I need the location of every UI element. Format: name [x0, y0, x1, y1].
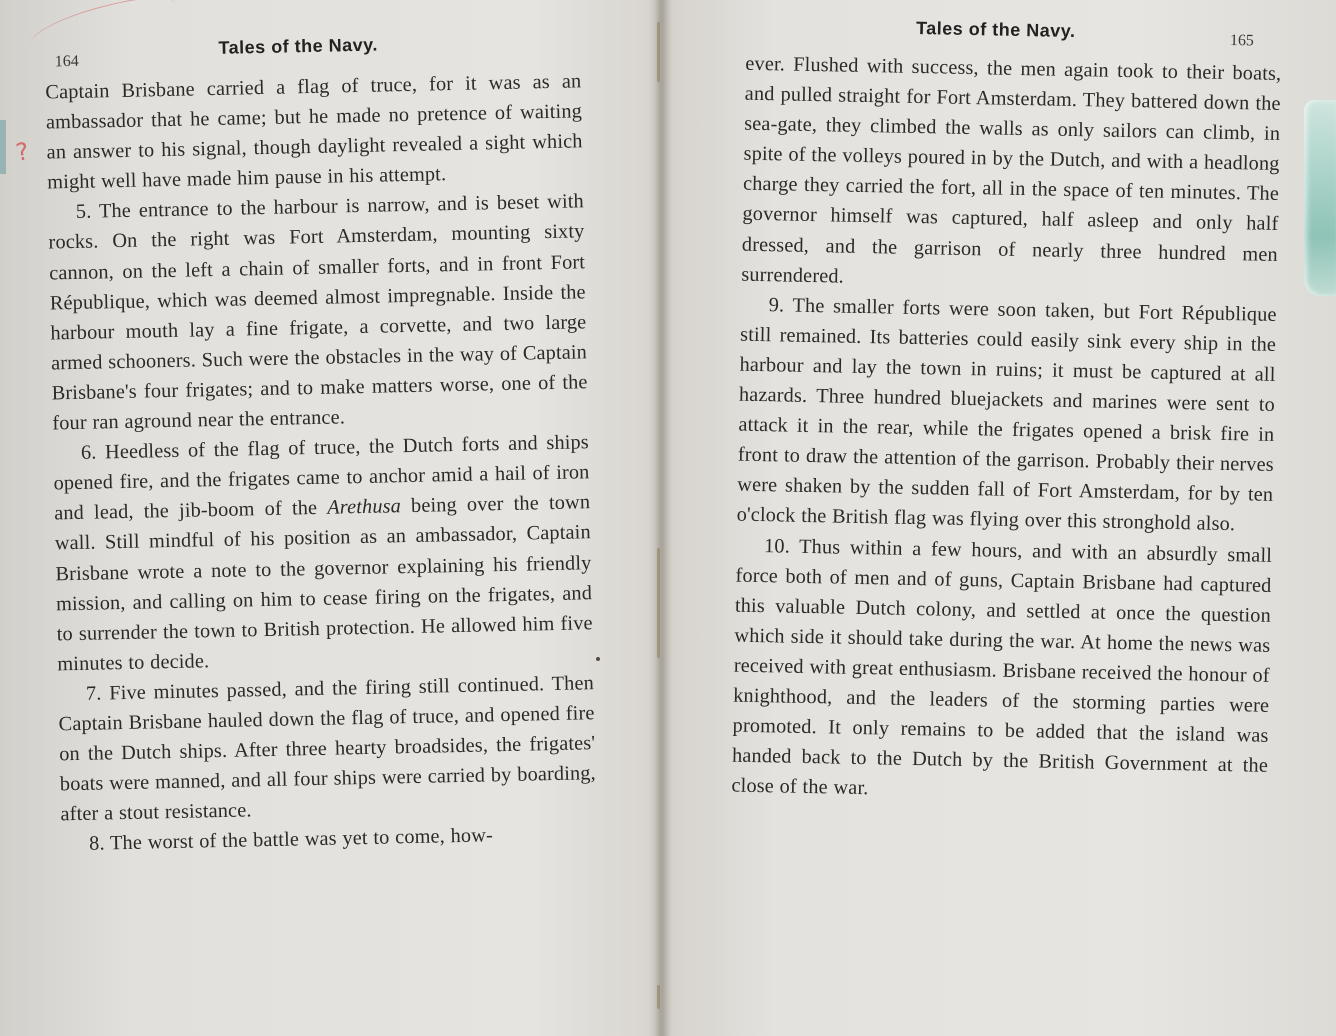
paragraph-6-text-before: 6. Heedless of the flag of truce, the Dutch forts and ships opened fire, and the frigates came to anchor amid a hail of iron and lead, the jib-boom of the	[53, 431, 590, 525]
paragraph-9: 9. The smaller forts were soon taken, but Fort République still remained. Its batteries could easily sink every ship in the harbour and lay the town in ruins; it must be captured at all hazards. Three hundred bluejackets and marines were sent to attack it in the rear, while the frigates opened a brisk fire in front to draw the attention of the garrison. Probably their nerves were shaken by the sudden fall of Fort Amsterdam, for by ten o'clock the British flag was flying over this stronghold also.	[736, 293, 1277, 536]
binding-thread-bottom	[657, 985, 660, 1009]
paragraph-7: 7. Five minutes passed, and the firing still continued. Then Captain Brisbane hauled down the flag of truce, and opened fire on the Dutch ships. After three hearty broadsides, the frigates' boats were manned, and all four ships were carried by boarding, after a stout resistance.	[58, 672, 597, 826]
running-head: Tales of the Navy.	[915, 17, 1076, 42]
paragraph-10: 10. Thus within a few hours, and with an absurdly small force both of men and of guns, Captain Brisbane had captured this valuable Dutch colony, and settled at once the question which side it should take during the war. At home the news was received with great enthusiasm. Brisbane received the honour of knighthood, and the leaders of the storming parties were promoted. It only remains to be added that the island was handed back to the Dutch by the British Government at the close of the war.	[731, 534, 1273, 800]
glass-paperweight	[1304, 100, 1336, 296]
paragraph: Captain Brisbane carried a flag of truce, for it was as an ambassador that he came; but he made no pretence of waiting an answer to his signal, though daylight revealed a sight which might well have made him pause in his attempt.	[45, 70, 583, 194]
paragraph-continuation: ever. Flushed with success, the men again took to their boats, and pulled straight for Fort Amsterdam. They battered down the sea-gate, they climbed the walls as only sailors can climb, in spite of the volleys poured in by the Dutch, and with a headlong charge they carried the fort, all in the space of ten minutes. The governor himself was captured, half asleep and only half dressed, and the garrison of nearly three hundred men surrendered.	[741, 52, 1282, 288]
right-page-body	[731, 49, 1281, 811]
binding-thread-middle	[657, 548, 660, 658]
binding-thread-top	[657, 22, 660, 82]
page-number: 164	[54, 52, 79, 71]
running-head: Tales of the Navy.	[218, 34, 379, 58]
pencil-margin-note: ?	[13, 137, 32, 167]
left-page-body	[45, 66, 597, 859]
paper-speck	[596, 657, 600, 661]
paragraph-8: 8. The worst of the battle was yet to come, how-	[88, 824, 494, 856]
page-number: 165	[1229, 31, 1255, 50]
right-page-header	[746, 0, 1319, 50]
left-page	[4, 0, 597, 856]
right-page	[731, 0, 1319, 800]
left-page-header	[4, 0, 581, 71]
page-tab-edge	[0, 120, 6, 174]
book-gutter	[648, 0, 670, 1036]
ship-name-arethusa: Arethusa	[327, 495, 402, 520]
paragraph-5: 5. The entrance to the harbour is narrow, and is beset with rocks. On the right was Fort Amsterdam, mounting sixty cannon, on the left a chain of smaller forts, and in front Fort République, which was deemed almost impregnable. Inside the harbour mouth lay a fine frigate, a corvette, and two large armed schooners. Such were the obstacles in the way of Captain Brisbane's four frigates; and to make matters worse, one of the four ran aground near the entrance.	[48, 190, 588, 435]
paragraph-6	[53, 427, 594, 679]
paragraph-6-text-after: being over the town wall. Still mindful of his position as an ambassador, Captain Brisbane wrote a note to the governor explaining his friendly mission, and calling on him to cease firing on the frigates, and to surrender the town to British protection. He allowed him five minutes to decide.	[54, 491, 593, 676]
